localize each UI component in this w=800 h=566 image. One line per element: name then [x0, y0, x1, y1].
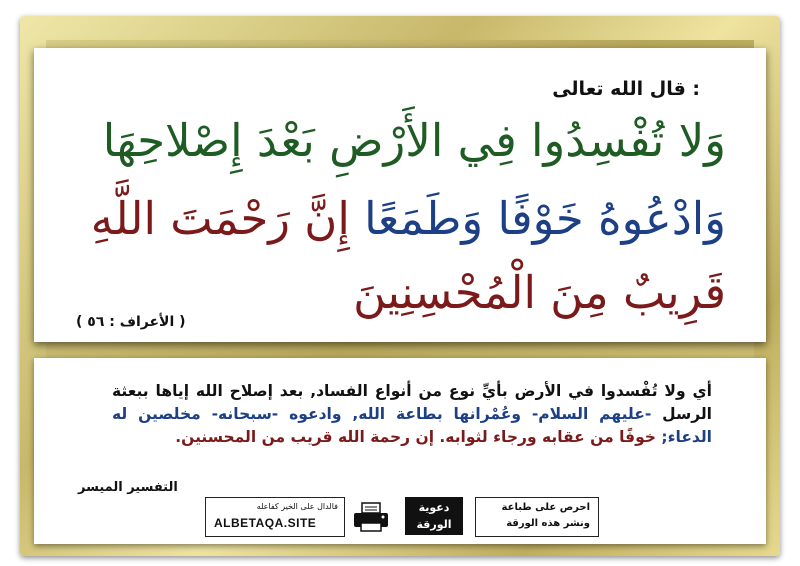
footer-bar: [205, 497, 599, 537]
verse-line-3: قَرِيبٌ مِنَ الْمُحْسِنِينَ: [353, 266, 726, 319]
site-box[interactable]: [205, 497, 345, 537]
tafsir-part-3: خوفًا من عقابه ورجاء لثوابه. إن رحمة الله قريب من المحسنين.: [175, 428, 656, 446]
tafsir-source: التفسير الميسر: [78, 480, 178, 495]
verse-line-2-part-2: إِنَّ رَحْمَتَ اللَّهِ: [90, 192, 350, 245]
print-note-line-1: احرص على طباعة: [501, 502, 590, 513]
intro-heading: قال الله تعالى :: [552, 78, 700, 100]
tafsir-part-1: أي ولا تُفْسدوا في الأرض بأيِّ نوع من أنواع الفساد, بعد إصلاح الله إياها ببعثة الرسل: [112, 382, 712, 423]
tafsir-text: [112, 380, 712, 449]
print-note-line-2: ونشر هذه الورقة: [506, 518, 590, 529]
verse-line-2-part-1: وَادْعُوهُ خَوْفًا وَطَمَعًا: [364, 192, 726, 245]
logo-line-1: دعوية: [418, 501, 450, 514]
verse-line-1: وَلا تُفْسِدُوا فِي الأَرْضِ بَعْدَ إِصْلاحِهَا: [102, 114, 726, 167]
site-url[interactable]: ALBETAQA.SITE: [214, 516, 317, 530]
site-note: فالدال على الخير كفاعله: [256, 502, 338, 511]
print-note-box: [475, 497, 599, 537]
verse-reference: ( الأعراف : ٥٦ ): [76, 314, 186, 330]
logo-line-2: الورقة: [416, 518, 452, 531]
dawiya-logo: [405, 497, 463, 535]
printer-icon: [351, 501, 391, 533]
verse-line-2: [90, 192, 726, 245]
tafsir-part-2: -عليهم السلام- وعُمْرانها بطاعة الله, وادعوه -سبحانه- مخلصين له الدعاء;: [112, 405, 712, 446]
